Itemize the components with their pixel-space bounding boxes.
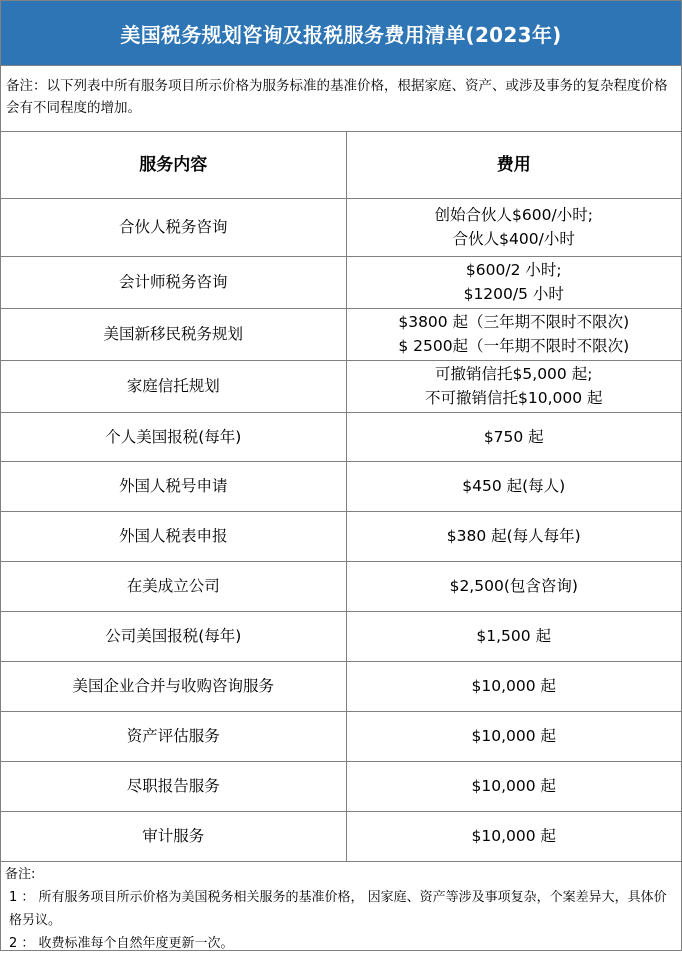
table-row (1, 308, 681, 360)
top-note: 备注：以下列表中所有服务项目所示价格为服务标准的基准价格，根据家庭、资产、或涉及事务的复杂程度价格会有不同程度的增加。 (1, 66, 681, 132)
bottom-note-item-2: 2 ： 收费标准每个自然年度更新一次。 (9, 935, 234, 951)
fee-line: $600/2 小时; (465, 261, 562, 279)
service-cell: 外国人税表申报 (1, 511, 346, 561)
table-row (1, 461, 681, 511)
service-cell: 会计师税务咨询 (1, 256, 346, 308)
fee-cell (346, 461, 681, 511)
table-row (1, 811, 681, 861)
table-row (1, 761, 681, 811)
service-cell: 外国人税号申请 (1, 461, 346, 511)
bottom-note-item-1: 1 ： 所有服务项目所示价格为美国税务相关服务的基准价格， 因家庭、资产等涉及事项复杂，个案差异大，具体价格另议。 (9, 889, 667, 928)
table-row (1, 360, 681, 412)
service-cell: 公司美国报税(每年) (1, 611, 346, 661)
service-cell: 家庭信托规划 (1, 360, 346, 412)
service-cell: 合伙人税务咨询 (1, 198, 346, 256)
bottom-note (1, 862, 681, 955)
fee-cell (346, 412, 681, 461)
fee-cell (346, 360, 681, 412)
fee-line: $750 起 (483, 427, 544, 446)
table-row (1, 511, 681, 561)
fee-line: 创始合伙人$600/小时; (434, 206, 593, 224)
fee-cell (346, 256, 681, 308)
fee-cell (346, 561, 681, 611)
fee-cell (346, 198, 681, 256)
fee-line: $1200/5 小时 (463, 285, 564, 303)
fee-cell (346, 611, 681, 661)
service-cell: 尽职报告服务 (1, 761, 346, 811)
fee-line: $2,500(包含咨询) (449, 577, 578, 595)
table-row (1, 412, 681, 461)
fee-table (1, 132, 681, 862)
fee-line: $380 起(每人每年) (446, 527, 581, 545)
table-row (1, 611, 681, 661)
service-cell: 资产评估服务 (1, 711, 346, 761)
table-header-row (1, 132, 681, 198)
bottom-note-heading: 备注: (5, 866, 36, 882)
service-cell: 个人美国报税(每年) (1, 412, 346, 461)
fee-cell (346, 811, 681, 861)
header-fee: 费用 (346, 132, 681, 198)
fee-cell (346, 511, 681, 561)
fee-line: $ 2500起（一年期不限时不限次) (398, 337, 630, 355)
fee-line: 合伙人$400/小时 (452, 230, 575, 248)
fee-line: $10,000 起 (471, 727, 557, 745)
table-row (1, 256, 681, 308)
fee-cell (346, 761, 681, 811)
fee-cell (346, 661, 681, 711)
fee-line: $1,500 起 (476, 627, 552, 645)
page-title: 美国税务规划咨询及报税服务费用清单(2023年) (1, 1, 681, 66)
table-row (1, 711, 681, 761)
fee-line: 不可撤销信托$10,000 起 (424, 389, 603, 407)
service-cell: 审计服务 (1, 811, 346, 861)
fee-line: $3800 起（三年期不限时不限次) (398, 313, 630, 331)
fee-line: $10,000 起 (471, 677, 557, 695)
fee-line: 可撤销信托$5,000 起; (435, 365, 593, 383)
table-row (1, 198, 681, 256)
service-cell: 美国新移民税务规划 (1, 308, 346, 360)
fee-cell (346, 711, 681, 761)
fee-line: $450 起(每人) (462, 477, 566, 495)
fee-line: $10,000 起 (471, 777, 557, 795)
table-row (1, 561, 681, 611)
service-cell: 美国企业合并与收购咨询服务 (1, 661, 346, 711)
fee-line: $10,000 起 (471, 827, 557, 845)
service-cell: 在美成立公司 (1, 561, 346, 611)
fee-cell (346, 308, 681, 360)
table-row (1, 661, 681, 711)
header-service: 服务内容 (1, 132, 346, 198)
